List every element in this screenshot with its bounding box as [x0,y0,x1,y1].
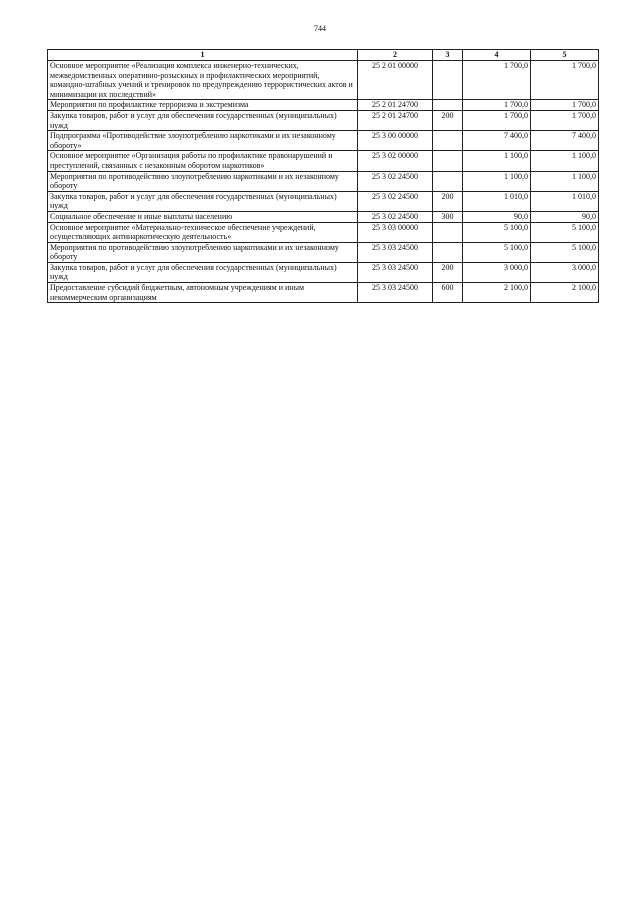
table-row [48,171,599,191]
row-amount-1-cell: 1 100,0 [463,151,531,171]
row-code-cell: 25 3 00 00000 [358,131,433,151]
page-number: 744 [314,24,326,33]
row-name-cell: Закупка товаров, работ и услуг для обеспечения государственных (муниципальных) нужд [48,191,358,211]
row-name-cell: Предоставление субсидий бюджетным, автономным учреждениям и иным некоммерческим организациям [48,283,358,303]
table-row [48,211,599,222]
row-amount-1-cell: 5 100,0 [463,242,531,262]
row-amount-1-cell: 1 100,0 [463,171,531,191]
row-code-cell: 25 3 03 24500 [358,242,433,262]
table-row [48,191,599,211]
header-col-1: 1 [48,50,358,61]
row-code-cell: 25 3 03 24500 [358,283,433,303]
row-name-cell: Основное мероприятие «Материально-техническое обеспечение учреждений, осуществляющих антинаркотическую деятельность» [48,222,358,242]
header-col-3: 3 [433,50,463,61]
table-row [48,131,599,151]
table-row [48,110,599,130]
row-amount-2-cell: 1 700,0 [531,110,599,130]
row-expense-type-cell [433,100,463,111]
row-amount-2-cell: 3 000,0 [531,262,599,282]
row-expense-type-cell [433,61,463,100]
row-code-cell: 25 3 02 24500 [358,191,433,211]
row-expense-type-cell [433,151,463,171]
table-row [48,151,599,171]
table-header-row [48,50,599,61]
row-amount-1-cell: 2 100,0 [463,283,531,303]
table-row [48,61,599,100]
row-amount-2-cell: 1 100,0 [531,151,599,171]
row-expense-type-cell: 300 [433,211,463,222]
row-amount-1-cell: 1 700,0 [463,110,531,130]
row-expense-type-cell [433,222,463,242]
row-amount-2-cell: 1 700,0 [531,100,599,111]
row-code-cell: 25 3 03 00000 [358,222,433,242]
row-amount-1-cell: 1 700,0 [463,61,531,100]
row-name-cell: Закупка товаров, работ и услуг для обеспечения государственных (муниципальных) нужд [48,110,358,130]
row-code-cell: 25 3 02 00000 [358,151,433,171]
row-amount-1-cell: 3 000,0 [463,262,531,282]
row-name-cell: Основное мероприятие «Организация работы по профилактике правонарушений и преступлений, связанных с незаконным оборотом наркотиков» [48,151,358,171]
table-row [48,222,599,242]
header-col-4: 4 [463,50,531,61]
row-code-cell: 25 3 02 24500 [358,211,433,222]
row-amount-2-cell: 90,0 [531,211,599,222]
row-name-cell: Мероприятия по противодействию злоупотреблению наркотиками и их незаконному обороту [48,242,358,262]
header-col-2: 2 [358,50,433,61]
row-expense-type-cell: 600 [433,283,463,303]
row-expense-type-cell: 200 [433,262,463,282]
row-amount-1-cell: 7 400,0 [463,131,531,151]
row-name-cell: Закупка товаров, работ и услуг для обеспечения государственных (муниципальных) нужд [48,262,358,282]
table-row [48,100,599,111]
row-code-cell: 25 3 02 24500 [358,171,433,191]
row-expense-type-cell [433,242,463,262]
header-col-5: 5 [531,50,599,61]
row-name-cell: Подпрограмма «Противодействие злоупотреблению наркотиками и их незаконному обороту» [48,131,358,151]
row-code-cell: 25 2 01 24700 [358,110,433,130]
table-row [48,262,599,282]
row-code-cell: 25 2 01 00000 [358,61,433,100]
row-amount-1-cell: 5 100,0 [463,222,531,242]
row-amount-2-cell: 2 100,0 [531,283,599,303]
row-amount-2-cell: 1 100,0 [531,171,599,191]
row-expense-type-cell [433,131,463,151]
row-amount-2-cell: 7 400,0 [531,131,599,151]
table-row [48,283,599,303]
row-expense-type-cell: 200 [433,191,463,211]
row-code-cell: 25 2 01 24700 [358,100,433,111]
table-body [48,61,599,303]
row-name-cell: Мероприятия по противодействию злоупотреблению наркотиками и их незаконному обороту [48,171,358,191]
row-expense-type-cell [433,171,463,191]
table-row [48,242,599,262]
row-amount-1-cell: 90,0 [463,211,531,222]
row-amount-2-cell: 5 100,0 [531,222,599,242]
row-amount-2-cell: 1 010,0 [531,191,599,211]
row-name-cell: Основное мероприятие «Реализация комплекса инженерно-технических, межведомственных оперативно-розыскных и профилактических мероприятий, командно-штабных учений и тренировок по предупреждению террористических актов и минимизации их последствий» [48,61,358,100]
row-code-cell: 25 3 03 24500 [358,262,433,282]
row-amount-2-cell: 5 100,0 [531,242,599,262]
row-amount-1-cell: 1 700,0 [463,100,531,111]
row-amount-2-cell: 1 700,0 [531,61,599,100]
row-name-cell: Социальное обеспечение и иные выплаты населению [48,211,358,222]
row-name-cell: Мероприятия по профилактике терроризма и экстремизма [48,100,358,111]
row-amount-1-cell: 1 010,0 [463,191,531,211]
row-expense-type-cell: 200 [433,110,463,130]
budget-table [47,49,599,303]
